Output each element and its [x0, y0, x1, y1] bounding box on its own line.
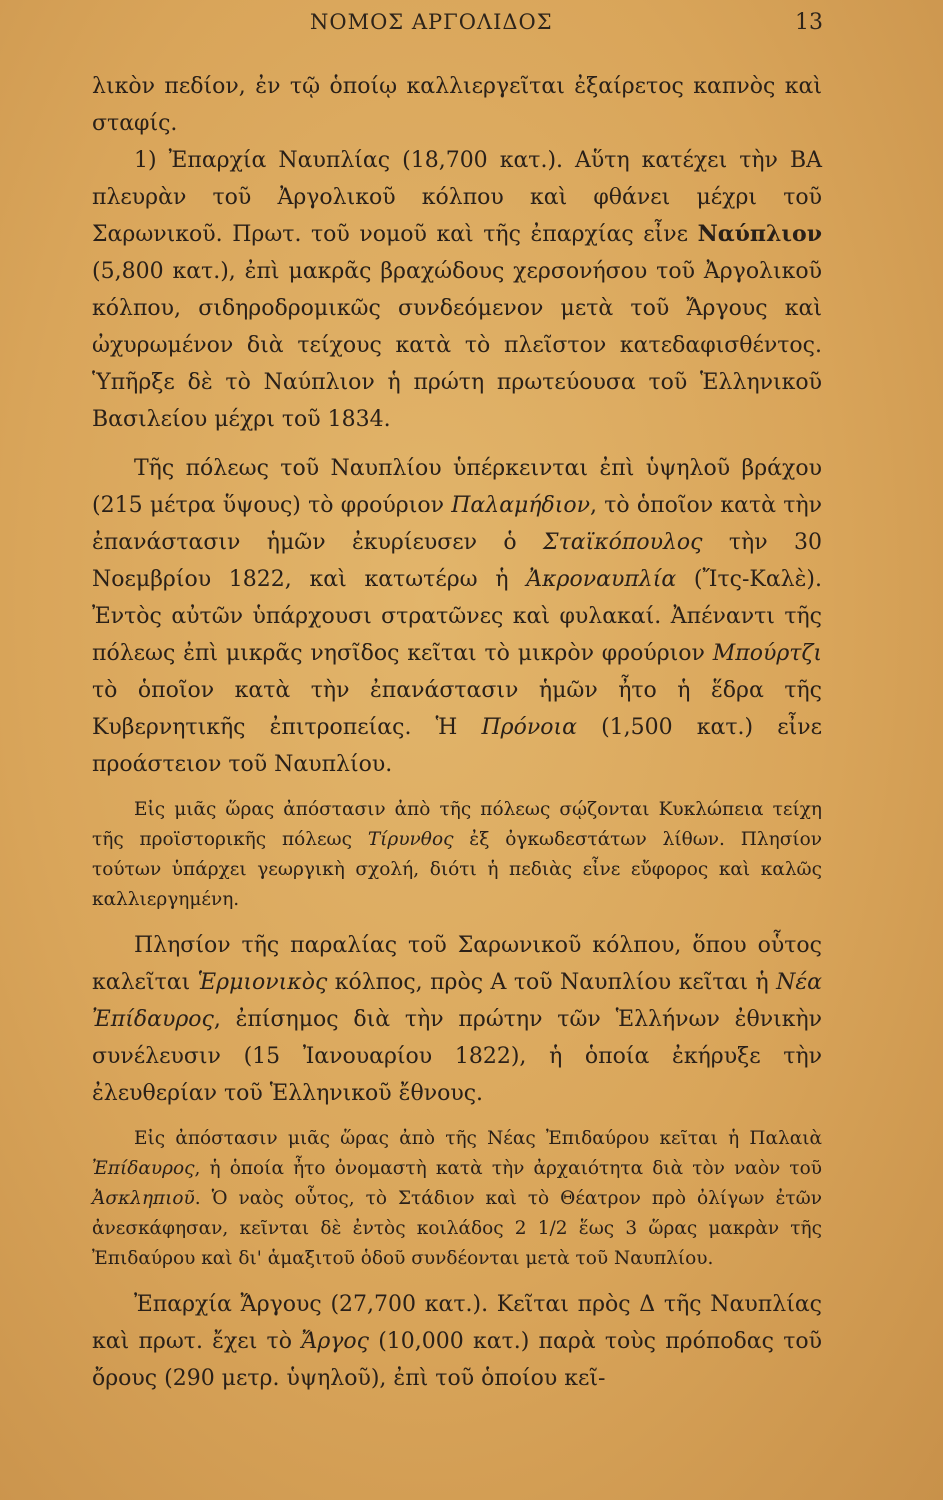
- italic-term: Ἀσκληπιοῦ: [92, 1188, 195, 1209]
- paragraph-argos-province: [92, 1286, 822, 1397]
- paragraph-palaia-epidavros: [92, 1124, 822, 1274]
- italic-term: Ἀκροναυπλία: [526, 567, 677, 592]
- body-text: [92, 68, 822, 1397]
- running-title: ΝΟΜΟΣ ΑΡΓΟΛΙΔΟΣ: [310, 10, 553, 34]
- text-run: Ἐπαρχία Ἄργους (27,700 κατ.). Κεῖται πρὸς Δ τῆς Ναυπλίας καὶ πρωτ. ἔχει τὸ: [92, 1292, 822, 1354]
- italic-term: Νέα Ἐπίδαυρος: [92, 970, 822, 1032]
- italic-term: Μπούρτζι: [712, 641, 822, 666]
- text-run: κόλπος, πρὸς Α τοῦ Ναυπλίου κεῖται ἡ: [327, 970, 777, 995]
- italic-term: Πρόνοια: [481, 715, 577, 740]
- page-header: [0, 6, 943, 40]
- text-run: Πλησίον τῆς παραλίας τοῦ Σαρωνικοῦ κόλπου, ὅπου οὗτος καλεῖται: [92, 933, 822, 995]
- text-run: 1) Ἐπαρχία Ναυπλίας (18,700 κατ.). Αὕτη κατέχει τὴν ΒΑ πλευρὰν τοῦ Ἀργολικοῦ κόλπου καὶ φθάνει μέχρι τοῦ Σαρωνικοῦ. Πρωτ. τοῦ νομοῦ καὶ τῆς ἐπαρχίας εἶνε: [92, 148, 822, 247]
- text-run: , τὸ ὁποῖον κατὰ τὴν ἐπανάστασιν ἡμῶν ἐκυρίευσεν ὁ: [92, 493, 822, 555]
- italic-term: Ἐπίδαυρος: [92, 1158, 195, 1179]
- text-run: (5,800 κατ.), ἐπὶ μακρᾶς βραχώδους χερσονήσου τοῦ Ἀργολικοῦ κόλπου, σιδηροδρομικῶς συνδεόμενον μετὰ τοῦ Ἄργους καὶ ὠχυρωμένον διὰ τείχους κατὰ τὸ πλεῖστον κατεδαφισθέντος. Ὑπῆρξε δὲ τὸ Ναύπλιον ἡ πρώτη πρωτεύουσα τοῦ Ἑλληνικοῦ Βασιλείου μέχρι τοῦ 1834.: [92, 259, 822, 432]
- text-run: ἐξ ὀγκωδεστάτων λίθων. Πλησίον τούτων ὑπάρχει γεωργικὴ σχολή, διότι ἡ πεδιὰς εἶνε εὔφορος καὶ καλῶς καλλιεργημένη.: [92, 829, 822, 910]
- paragraph-palamidi: [92, 450, 822, 783]
- text-run: (1,500 κατ.) εἶνε προάστειον τοῦ Ναυπλίου.: [92, 715, 822, 777]
- italic-term: Τίρυνθος: [367, 829, 454, 850]
- paragraph-continuation: [92, 68, 822, 142]
- text-run: λικὸν πεδίον, ἐν τῷ ὁποίῳ καλλιεργεῖται ἐξαίρετος καπνὸς καὶ σταφίς.: [92, 74, 822, 136]
- paragraph-nea-epidavros: [92, 927, 822, 1112]
- text-run: Εἰς ἀπόστασιν μιᾶς ὥρας ἀπὸ τῆς Νέας Ἐπιδαύρου κεῖται ἡ Παλαιὰ: [134, 1128, 822, 1149]
- bold-term-nafplion: Ναύπλιον: [697, 221, 822, 247]
- text-run: (10,000 κατ.) παρὰ τοὺς πρόποδας τοῦ ὄρους (290 μετρ. ὑψηλοῦ), ἐπὶ τοῦ ὁποίου κεῖ-: [92, 1329, 822, 1391]
- page-number: 13: [795, 10, 823, 35]
- paragraph-nafplia-province: [92, 142, 822, 438]
- text-run: . Ὁ ναὸς οὗτος, τὸ Στάδιον καὶ τὸ Θέατρον πρὸ ὀλίγων ἐτῶν ἀνεσκάφησαν, κεῖνται δὲ ἐντὸς κοιλάδος 2 1/2 ἕως 3 ὥρας μακρὰν τῆς Ἐπιδαύρου καὶ δι' ἁμαξιτοῦ ὁδοῦ συνδέονται μετὰ τοῦ Ναυπλίου.: [92, 1188, 822, 1269]
- text-run: (Ἴτς-Καλὲ). Ἐντὸς αὐτῶν ὑπάρχουσι στρατῶνες καὶ φυλακαί. Ἀπέναντι τῆς πόλεως ἐπὶ μικρᾶς νησῖδος κεῖται τὸ μικρὸν φρούριον: [92, 567, 823, 666]
- text-run: Εἰς μιᾶς ὥρας ἀπόστασιν ἀπὸ τῆς πόλεως σῴζονται Κυκλώπεια τείχη τῆς προϊστορικῆς πόλεως: [92, 799, 822, 850]
- text-run: τὸ ὁποῖον κατὰ τὴν ἐπανάστασιν ἡμῶν ἦτο ἡ ἕδρα τῆς Κυβερνητικῆς ἐπιτροπείας. Ἡ: [92, 678, 822, 740]
- text-run: Τῆς πόλεως τοῦ Ναυπλίου ὑπέρκεινται ἐπὶ ὑψηλοῦ βράχου (215 μέτρα ὕψους) τὸ φρούριον: [92, 456, 822, 518]
- text-run: τὴν 30 Νοεμβρίου 1822, καὶ κατωτέρω ἡ: [92, 530, 822, 592]
- italic-term: Σταϊκόπουλος: [543, 530, 703, 555]
- italic-term: Παλαμήδιον: [451, 493, 591, 518]
- italic-term: Ἑρμιονικὸς: [197, 970, 328, 995]
- text-run: , ἐπίσημος διὰ τὴν πρώτην τῶν Ἑλλήνων ἐθνικὴν συνέλευσιν (15 Ἰανουαρίου 1822), ἡ ὁποία ἐκήρυξε τὴν ἐλευθερίαν τοῦ Ἑλληνικοῦ ἔθνους.: [92, 1007, 822, 1106]
- text-run: , ἡ ὁποία ἦτο ὀνομαστὴ κατὰ τὴν ἀρχαιότητα διὰ τὸν ναὸν τοῦ: [194, 1158, 822, 1179]
- italic-term: Ἄργος: [301, 1329, 369, 1354]
- paragraph-tiryns: [92, 795, 822, 915]
